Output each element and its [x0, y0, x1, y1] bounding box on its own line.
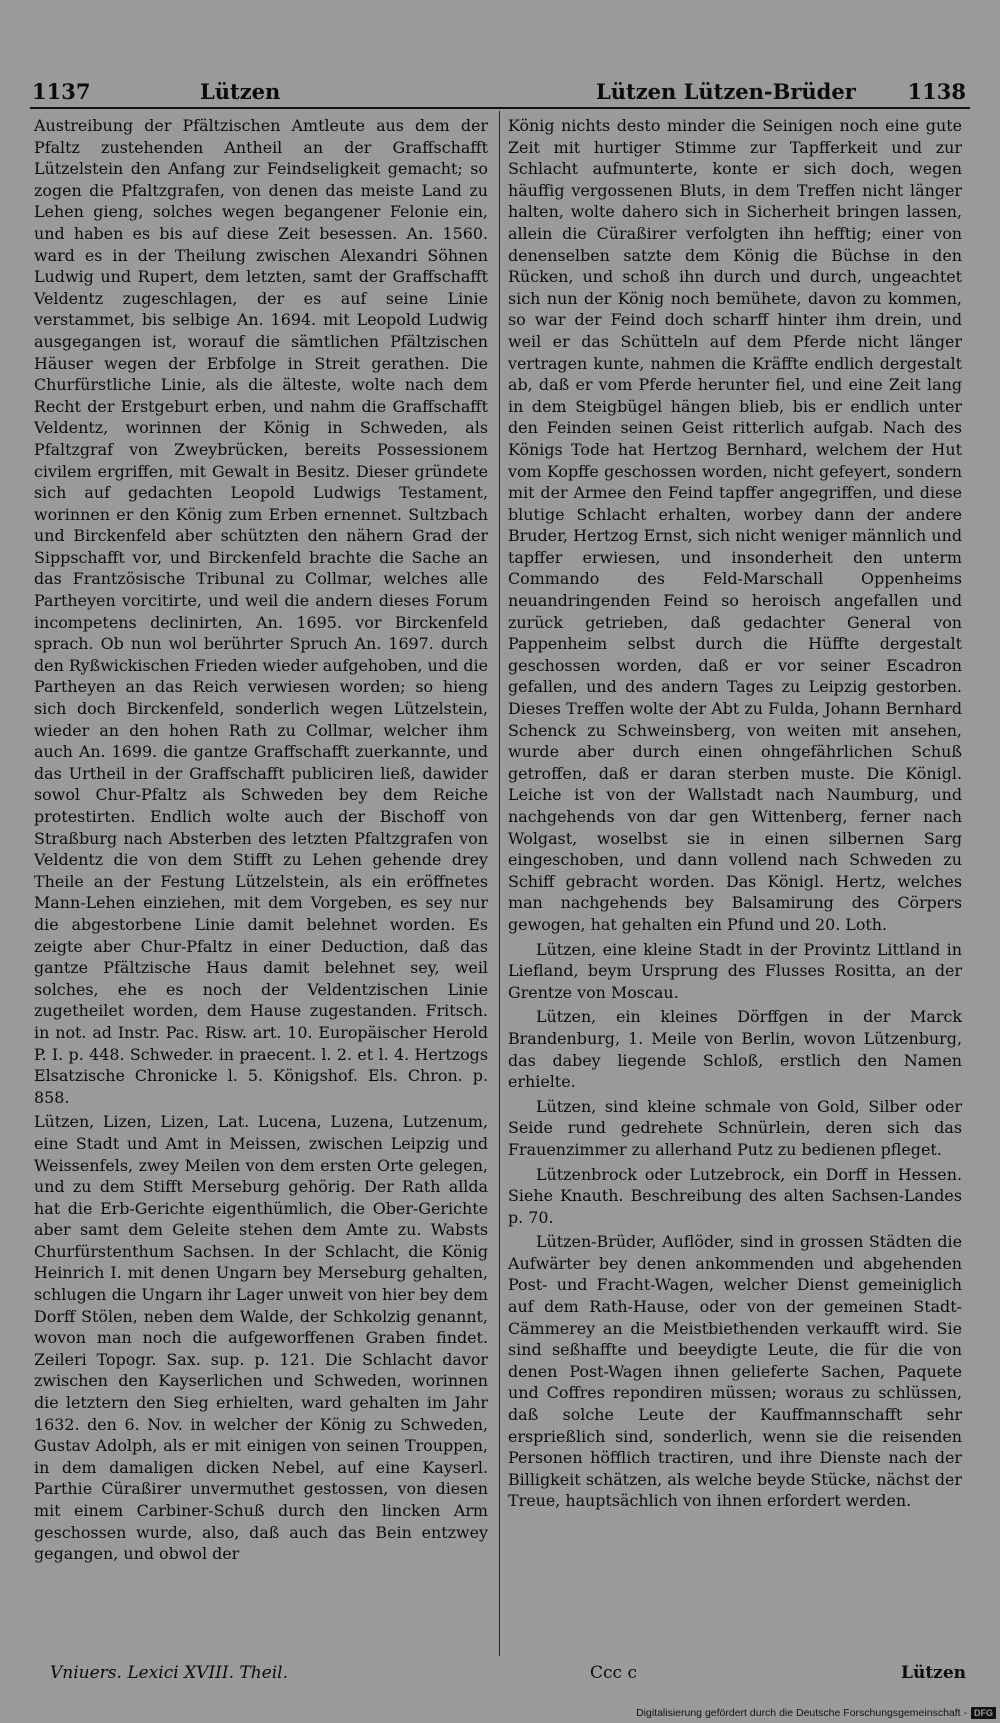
entry-luetzen-liefland: Lützen, eine kleine Stadt in der Provintz Littland in Liefland, beym Ursprung des Flusses Rositta, an der Grentze von Moscau.: [508, 939, 962, 1002]
digitization-credit: [636, 1707, 996, 1719]
entry-luetzen-brandenburg: Lützen, ein kleines Dörffgen in der Marck Brandenburg, 1. Meile von Berlin, wovon Lützenburg, das dabey liegende Schloß, erstlich den Namen erhielte.: [508, 1007, 962, 1092]
paragraph-battle-continued: König nichts desto minder die Seinigen noch eine gute Zeit mit hurtiger Stimme zur Tapfferkeit und zur Schlacht aufmunterte, konte er sich doch, wegen häuffig vergossenen Bluts, in dem Treffen nicht länger halten, wolte dahero sich in Sicherheit bringen lassen, allein die Cüraßirer verfolgten ihn hefftig; einer von denenselben satzte dem König die Büchse in den Rücken, und schoß ihn durch und durch, ungeachtet sich nun der König noch bemühete, davon zu kommen, so war der Feind doch scharff hinter ihm drein, und weil er das Schütteln auf dem Pferde nicht länger vertragen kunte, nahmen die Kräffte endlich dergestalt ab, daß er vom Pferde herunter fiel, und eine Zeit lang in dem Steigbügel hängen blieb, bis er endlich unter den Feinden seinen Geist ritterlich aufgab. Nach des Königs Tode hat Hertzog Bernhard, welchem der Hut vom Kopffe geschossen worden, nicht gefeyert, sondern mit der Armee den Feind tapffer angegriffen, und diese blutige Schlacht erhalten, worbey dann der andere Bruder, Hertzog Ernst, sich nicht weniger männlich und tapffer erwiesen, und insonderheit den unterm Commando des Feld-Marschall Oppenheims neuandringenden Feind so heroisch angefallen und zurück getrieben, daß gedachter General von Pappenheim selbst durch die Hüffte dergestalt geschossen worden, daß er vor seiner Escadron gefallen, und des andern Tages zu Leipzig gestorben. Dieses Treffen wolte der Abt zu Fulda, Johann Bernhard Schenck zu Schweinsberg, von weiten mit ansehen, wurde aber durch einen ohngefährlichen Schuß getroffen, daß er daran sterben muste. Die Königl. Leiche ist von der Wallstadt nach Naumburg, und nachgehends von dar gen Wittenberg, ferner nach Wolgast, woselbst sie in einen silbernen Sarg eingeschoben, und dann vollend nach Schweden zu Schiff gebracht worden. Das Königl. Hertz, welches man nachgehends bey Balsamirung des Cörpers gewogen, hat gehalten ein Pfund und 20. Loth.: [508, 116, 962, 934]
page-footer: [30, 1663, 970, 1689]
signature-left: Vniuers. Lexici XVIII. Theil.: [50, 1663, 289, 1683]
entry-luetzen-schnuerlein: Lützen, sind kleine schmale von Gold, Silber oder Seide rund gedrehete Schnürlein, deren sich das Frauenzimmer zu allerhand Putz zu bedienen pfleget.: [508, 1096, 962, 1159]
page-number-left: 1137: [32, 79, 91, 104]
left-column: [34, 115, 488, 1565]
column-divider: [499, 111, 500, 1656]
catchword: Lützen: [901, 1663, 966, 1683]
running-head-left: Lützen: [200, 79, 281, 104]
signature-mark: Ccc c: [590, 1663, 637, 1683]
entry-luetzenbrock: Lützenbrock oder Lutzebrock, ein Dorff in Hessen. Siehe Knauth. Beschreibung des alten Sachsen-Landes p. 70.: [508, 1164, 962, 1227]
page-header: [30, 75, 970, 109]
running-head-right: Lützen Lützen-Brüder: [596, 79, 856, 104]
right-column: [508, 115, 962, 1512]
entry-luetzen-meissen: Lützen, Lizen, Lizen, Lat. Lucena, Luzena, Lutzenum, eine Stadt und Amt in Meissen, zwischen Leipzig und Weissenfels, zwey Meilen von dem ersten Orte gelegen, und zu dem Stifft Merseburg gehörig. Der Rath allda hat die Erb-Gerichte eigenthümlich, die Ober-Gerichte aber samt dem Geleite stehen dem Amte zu. Wabsts Churfürstenthum Sachsen. In der Schlacht, die König Heinrich I. mit denen Ungarn bey Merseburg gehalten, schlugen die Ungarn ihr Lager unweit von hier bey dem Dorff Stölen, neben dem Walde, der Schkolzig genannt, wovon man noch die aufgeworffenen Graben findet. Zeileri Topogr. Sax. sup. p. 121. Die Schlacht davor zwischen den Kayserlichen und Schweden, worinnen die letztern den Sieg erhielten, ward gehalten im Jahr 1632. den 6. Nov. in welcher der König zu Schweden, Gustav Adolph, als er mit einigen von seinen Trouppen, in dem damaligen dicken Nebel, auf eine Kayserl. Parthie Cüraßirer unvermuthet gestossen, von diesen mit einem Carbiner-Schuß durch den lincken Arm geschossen wurde, also, daß auch das Bein entzwey gegangen, und obwol der: [34, 1112, 488, 1564]
entry-luetzen-brueder: Lützen-Brüder, Auflöder, sind in grossen Städten die Aufwärter bey denen ankommenden und abgehenden Post- und Fracht-Wagen, welcher Dienst gemeiniglich auf dem Rath-Hause, oder von der gemeinen Stadt-Cämmerey an die Meistbiethenden verkaufft wird. Sie sind seßhaffte und beeydigte Leute, die für die von denen Post-Wagen ihnen gelieferte Sachen, Paquete und Coffres repondiren müssen; woraus zu schlüssen, daß solche Leute der Kauffmannschafft sehr ersprießlich sind, sonderlich, wenn sie die reisenden Personen höfflich tractiren, und ihre Dienste nach der Billigkeit schätzen, als welche beyde Stücke, nächst der Treue, hauptsächlich von ihnen erfordert werden.: [508, 1232, 962, 1511]
header-rule: [30, 107, 970, 109]
paragraph-luetzelstein-continued: Austreibung der Pfältzischen Amtleute aus dem der Pfaltz zustehenden Antheil an der Graffschafft Lützelstein den Anfang zur Feindseligkeit gemacht; so zogen die Pfaltzgrafen, von denen das meiste Land zu Lehen gieng, solches wegen begangener Felonie ein, und haben es bis auf diese Zeit besessen. An. 1560. ward es in der Theilung zwischen Alexandri Söhnen Ludwig und Rupert, dem letzten, samt der Graffschafft Veldentz zugeschlagen, der es auf seine Linie verstammet, bis selbige An. 1694. mit Leopold Ludwig ausgegangen ist, worauf die sämtlichen Pfältzischen Häuser wegen der Erbfolge in Streit gerathen. Die Churfürstliche Linie, als die älteste, wolte nach dem Recht der Erstgeburt erben, und nahm die Graffschafft Veldentz, worinnen der König in Schweden, als Pfaltzgraf von Zweybrücken, bereits Possessionem civilem ergriffen, mit Gewalt in Besitz. Dieser gründete sich auf gedachten Leopold Ludwigs Testament, worinnen er den König zum Erben ernennet. Sultzbach und Birckenfeld aber schützten den nähern Grad der Sippschafft vor, und Birckenfeld brachte die Sache an das Frantzösische Tribunal zu Collmar, welches alle Partheyen vorcitirte, und weil die andern dieses Forum incompetens declinirten, An. 1695. vor Birckenfeld sprach. Ob nun wol berührter Spruch An. 1697. durch den Ryßwickischen Frieden wieder aufgehoben, und die Partheyen an das Reich verwiesen worden; so hieng sich doch Birckenfeld, sonderlich wegen Lützelstein, wieder an den hohen Rath zu Collmar, welcher ihm auch An. 1699. die gantze Graffschafft zuerkannte, und das Urtheil in der Graffschafft publiciren ließ, dawider sowol Chur-Pfaltz als Schweden bey dem Reiche protestirten. Endlich wolte auch der Bischoff von Straßburg nach Absterben des letzten Pfaltzgrafen von Veldentz die von dem Stifft zu Lehen gehende drey Theile an der Festung Lützelstein, als ein eröffnetes Mann-Lehen einziehen, mit dem Vorgeben, es sey nur die abgestorbene Linie damit belehnet worden. Es zeigte aber Chur-Pfaltz in einer Deduction, daß das gantze Pfältzische Haus damit belehnet sey, weil solches, ehe es noch der Veldentzischen Linie zugetheilet worden, dem Hause zugestanden. Fritsch. in not. ad Instr. Pac. Risw. art. 10. Europäischer Herold P. I. p. 448. Schweder. in praecent. l. 2. et l. 4. Hertzogs Elsatzische Chronicke l. 5. Königshof. Els. Chron. p. 858.: [34, 116, 488, 1107]
page-number-right: 1138: [907, 79, 966, 104]
book-page: [30, 75, 970, 1683]
dfg-logo-icon: DFG: [971, 1707, 996, 1719]
credit-text: Digitalisierung gefördert durch die Deutsche Forschungsgemeinschaft -: [636, 1707, 967, 1719]
